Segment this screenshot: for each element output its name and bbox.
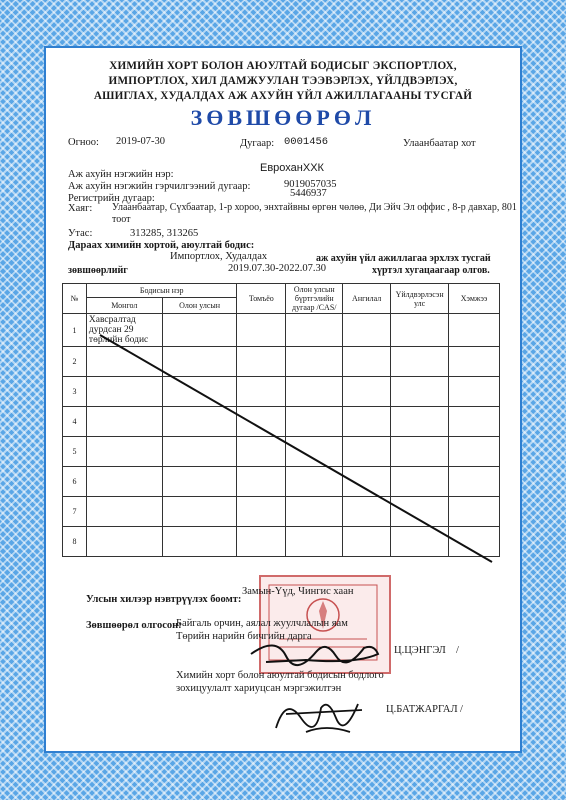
special-label: аж ахуйн үйл ажиллагаа эрхлэх тусгай xyxy=(316,253,491,264)
document-body xyxy=(46,48,520,751)
row-no: 6 xyxy=(63,467,87,497)
document-title: ЗӨВШӨӨРӨЛ xyxy=(190,105,376,130)
city: Улаанбаатар хот xyxy=(403,138,476,149)
address-line-2: тоот xyxy=(112,214,131,225)
header-line-1: ХИМИЙН ХОРТ БОЛОН АЮУЛТАЙ БОДИСЫГ ЭКСПОРТЛОХ, xyxy=(109,60,457,72)
permit-label: зөвшөөрлийг xyxy=(68,265,128,276)
ministry-line-2: Төрийн нарийн бичгийн дарга xyxy=(176,631,312,642)
permit-period: 2019.07.30-2022.07.30 xyxy=(228,263,326,274)
org-name-label: Аж ахуйн нэгжийн нэр: xyxy=(68,169,174,180)
border-label: Улсын хилээр нэвтрүүлэх боомт: xyxy=(86,594,242,605)
chem-label: Дараах химийн хортой, аюултай бодис: xyxy=(68,240,255,251)
row-no: 8 xyxy=(63,527,87,557)
border-value: Замын-Үүд, Чингис хаан xyxy=(242,586,354,597)
cert-value: 9019057035 xyxy=(284,179,337,190)
row-no: 3 xyxy=(63,377,87,407)
number-value: 0001456 xyxy=(284,136,329,148)
date-value: 2019-07-30 xyxy=(116,136,165,147)
row-no: 2 xyxy=(63,347,87,377)
address-label: Хаяг: xyxy=(68,203,93,214)
header-line-3: АШИГЛАХ, ХУДАЛДАХ АЖ АХУЙН ҮЙЛ АЖИЛЛАГААНЫ ТУСГАЙ xyxy=(93,90,473,102)
council-line-1: Химийн хорт болон аюултай бодисын бодлого xyxy=(176,670,384,681)
phone-label: Утас: xyxy=(68,228,93,239)
activity: Импортлох, Худалдах xyxy=(170,251,268,262)
row-no: 4 xyxy=(63,407,87,437)
council-line-2: зохицуулалт хариуцсан мэргэжилтэн xyxy=(176,683,342,694)
col-class: Ангилал xyxy=(343,284,391,314)
org-name: ЕвроханХХК xyxy=(260,162,324,174)
address-line-1: Улаанбаатар, Сүхбаатар, 1-р хороо, энхтайвны өргөн чөлөө, Ди Эйч Эл оффис , 8-р давхар, 801 xyxy=(112,202,517,213)
row-no: 5 xyxy=(63,437,87,467)
col-mongolian: Монгол xyxy=(86,298,162,314)
date-label: Огноо: xyxy=(68,137,99,148)
header-line-2: ИМПОРТЛОХ, ХИЛ ДАМЖУУЛАН ТЭЭВЭРЛЭХ, ҮЙЛДВЭРЛЭХ, xyxy=(108,75,458,87)
col-quantity: Хэмжээ xyxy=(449,284,500,314)
col-international: Олон улсын xyxy=(162,298,237,314)
col-name-group: Бодисын нэр xyxy=(86,284,237,298)
signer-1-slash: / xyxy=(456,645,459,656)
phone-value: 313285, 313265 xyxy=(130,228,199,239)
cert-label: Аж ахуйн нэгжийн гэрчилгээний дугаар: xyxy=(68,181,251,192)
valid-label: хүртэл хугацаагаар олгов. xyxy=(372,265,490,276)
col-formula: Томъёо xyxy=(237,284,286,314)
ministry-line-1: Байгаль орчин, аялал жуулчлалын яам xyxy=(176,618,348,629)
signature-2 xyxy=(266,688,376,740)
row-no: 7 xyxy=(63,497,87,527)
signer-2-slash: / xyxy=(460,704,463,715)
col-cas: Олон улсын бүртгэлийн дугаар /CAS/ xyxy=(286,284,343,314)
reg-value: 5446937 xyxy=(290,188,327,199)
reg-label: Регистрийн дугаар: xyxy=(68,193,155,204)
row-substance: Хавсралтад дурдсан 29 төрлийн бодис xyxy=(86,314,162,347)
col-no: № xyxy=(63,284,87,314)
signer-2: Ц.БАТЖАРГАЛ xyxy=(386,704,458,715)
number-label: Дугаар: xyxy=(240,138,275,149)
col-facility: Үйлдвэрлэсэн улс xyxy=(391,284,449,314)
row-no: 1 xyxy=(63,314,87,347)
issued-label: Зөвшөөрөл олгосон: xyxy=(86,620,182,631)
signer-1: Ц.ЦЭНГЭЛ xyxy=(394,645,446,656)
signature-1 xyxy=(246,634,386,674)
